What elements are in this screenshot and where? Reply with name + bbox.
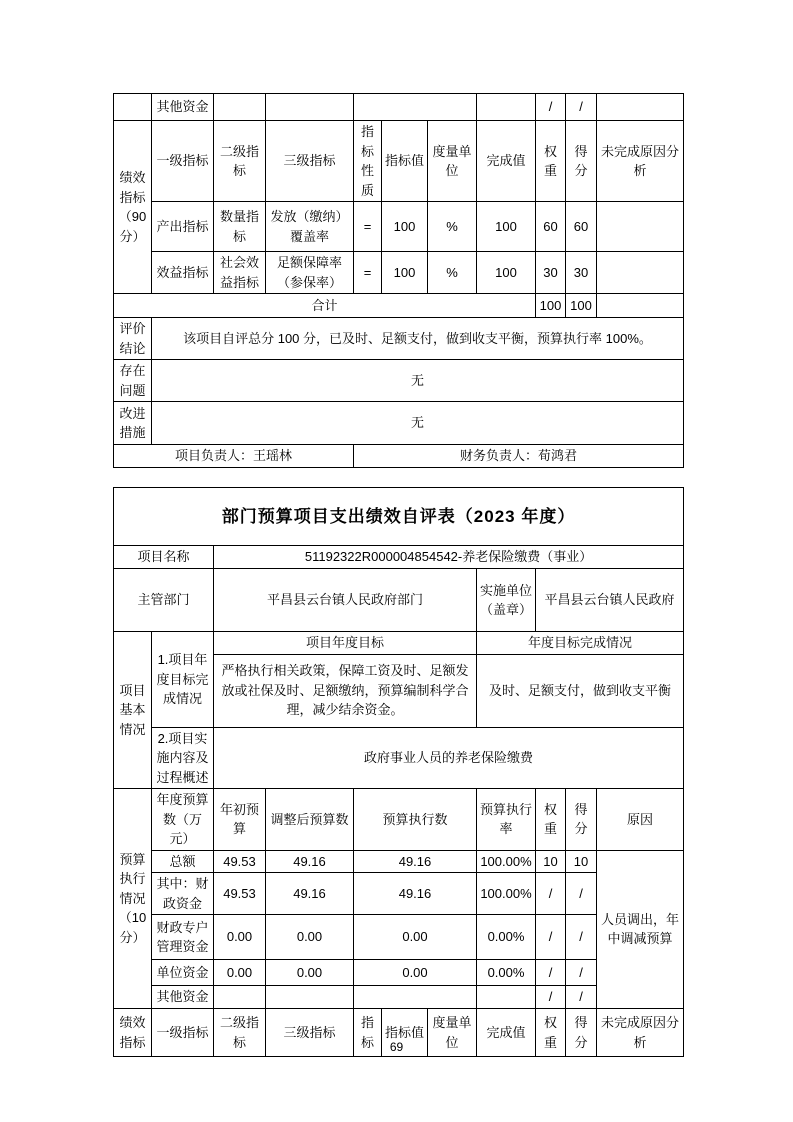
project-name-label: 项目名称 bbox=[114, 546, 214, 569]
col-header-value: 指标值 bbox=[382, 1009, 428, 1057]
budget-executed: 0.00 bbox=[354, 915, 477, 960]
indicator-weight: 60 bbox=[536, 202, 566, 252]
col-header-level1: 一级指标 bbox=[152, 1009, 214, 1057]
budget-section-label: 预算执行情况（10分） bbox=[114, 789, 152, 1009]
goal-done-text: 及时、足额支付，做到收支平衡 bbox=[477, 654, 684, 727]
budget-header-annual: 年度预算数（万元） bbox=[152, 789, 214, 851]
budget-initial bbox=[214, 986, 266, 1009]
table-row bbox=[114, 294, 684, 318]
other-funds-label: 其他资金 bbox=[152, 94, 214, 121]
indicator-weight: 30 bbox=[536, 252, 566, 294]
total-label: 合计 bbox=[114, 294, 536, 318]
indicator-level1: 产出指标 bbox=[152, 202, 214, 252]
col-header-nature: 指标 bbox=[354, 1009, 382, 1057]
col-header-done: 完成值 bbox=[477, 121, 536, 202]
col-header-unit: 度量单位 bbox=[428, 1009, 477, 1057]
table-row bbox=[114, 850, 684, 873]
budget-adjusted: 49.16 bbox=[266, 850, 354, 873]
budget-row-label: 其中：财政资金 bbox=[152, 873, 214, 915]
other-funds-weight: / bbox=[536, 94, 566, 121]
budget-header-initial: 年初预算 bbox=[214, 789, 266, 851]
perf-section-label: 绩效指标 bbox=[114, 1009, 152, 1057]
impl-unit-value: 平昌县云台镇人民政府 bbox=[536, 569, 684, 632]
col-header-level1: 一级指标 bbox=[152, 121, 214, 202]
indicator-value: 100 bbox=[382, 202, 428, 252]
other-funds-reason bbox=[597, 94, 684, 121]
self-eval-table-2023 bbox=[113, 487, 684, 1057]
budget-header-weight: 权重 bbox=[536, 789, 566, 851]
budget-adjusted: 0.00 bbox=[266, 960, 354, 986]
col-header-weight: 权重 bbox=[536, 121, 566, 202]
page-number: 69 bbox=[389, 1040, 404, 1054]
indicator-nature: = bbox=[354, 202, 382, 252]
conclusion-label: 评价结论 bbox=[114, 318, 152, 360]
budget-header-executed: 预算执行数 bbox=[354, 789, 477, 851]
perf-section-label: 绩效指标（90分） bbox=[114, 121, 152, 294]
table-title: 部门预算项目支出绩效自评表（2023 年度） bbox=[114, 488, 684, 546]
budget-initial: 0.00 bbox=[214, 960, 266, 986]
table-row bbox=[114, 402, 684, 445]
indicator-unit: % bbox=[428, 202, 477, 252]
budget-rate: 0.00% bbox=[477, 915, 536, 960]
other-funds-adjusted bbox=[266, 94, 354, 121]
budget-header-adjusted: 调整后预算数 bbox=[266, 789, 354, 851]
col-header-level2: 二级指标 bbox=[214, 1009, 266, 1057]
department-label: 主管部门 bbox=[114, 569, 214, 632]
total-score: 100 bbox=[566, 294, 597, 318]
table-row bbox=[114, 488, 684, 546]
indicator-level3: 足额保障率（参保率） bbox=[266, 252, 354, 294]
col-header-score: 得分 bbox=[566, 121, 597, 202]
indicator-done: 100 bbox=[477, 252, 536, 294]
department-value: 平昌县云台镇人民政府部门 bbox=[214, 569, 477, 632]
budget-header-rate: 预算执行率 bbox=[477, 789, 536, 851]
budget-section-stub-cell bbox=[114, 94, 152, 121]
budget-adjusted bbox=[266, 986, 354, 1009]
budget-weight: / bbox=[536, 915, 566, 960]
indicator-unit: % bbox=[428, 252, 477, 294]
budget-score: / bbox=[566, 986, 597, 1009]
col-header-weight: 权重 bbox=[536, 1009, 566, 1057]
budget-row-label: 财政专户管理资金 bbox=[152, 915, 214, 960]
budget-row-label: 单位资金 bbox=[152, 960, 214, 986]
finance-manager-signature: 财务负责人：荀鸿君 bbox=[354, 445, 684, 468]
budget-header-reason: 原因 bbox=[597, 789, 684, 851]
basic-section-label: 项目基本情况 bbox=[114, 632, 152, 789]
budget-weight: / bbox=[536, 986, 566, 1009]
col-header-score: 得分 bbox=[566, 1009, 597, 1057]
budget-executed: 0.00 bbox=[354, 960, 477, 986]
table-row bbox=[114, 318, 684, 360]
improvements-label: 改进措施 bbox=[114, 402, 152, 445]
budget-weight: 10 bbox=[536, 850, 566, 873]
indicator-reason bbox=[597, 202, 684, 252]
col-header-unit: 度量单位 bbox=[428, 121, 477, 202]
project-name-value: 51192322R000004854542-养老保险缴费（事业） bbox=[214, 546, 684, 569]
table-row bbox=[114, 569, 684, 632]
col-header-nature: 指标性质 bbox=[354, 121, 382, 202]
other-funds-initial bbox=[214, 94, 266, 121]
total-reason bbox=[597, 294, 684, 318]
budget-score: 10 bbox=[566, 850, 597, 873]
col-header-reason: 未完成原因分析 bbox=[597, 121, 684, 202]
table-row bbox=[114, 360, 684, 402]
budget-executed: 49.16 bbox=[354, 850, 477, 873]
budget-weight: / bbox=[536, 960, 566, 986]
budget-rate: 100.00% bbox=[477, 850, 536, 873]
budget-score: / bbox=[566, 960, 597, 986]
col-header-level3: 三级指标 bbox=[266, 121, 354, 202]
other-funds-executed bbox=[354, 94, 477, 121]
budget-header-score: 得分 bbox=[566, 789, 597, 851]
budget-rate: 100.00% bbox=[477, 873, 536, 915]
budget-adjusted: 0.00 bbox=[266, 915, 354, 960]
table-row bbox=[114, 789, 684, 851]
indicator-reason bbox=[597, 252, 684, 294]
budget-reason: 人员调出，年中调减预算 bbox=[597, 850, 684, 1009]
budget-executed: 49.16 bbox=[354, 873, 477, 915]
indicator-value: 100 bbox=[382, 252, 428, 294]
other-funds-rate bbox=[477, 94, 536, 121]
improvements-text: 无 bbox=[152, 402, 684, 445]
conclusion-text: 该项目自评总分 100 分，已及时、足额支付，做到收支平衡，预算执行率 100%。 bbox=[152, 318, 684, 360]
col-header-reason: 未完成原因分析 bbox=[597, 1009, 684, 1057]
table-row bbox=[114, 94, 684, 121]
col-header-level3: 三级指标 bbox=[266, 1009, 354, 1057]
project-manager-signature: 项目负责人：王瑶林 bbox=[114, 445, 354, 468]
budget-rate: 0.00% bbox=[477, 960, 536, 986]
table-row bbox=[114, 546, 684, 569]
other-funds-score: / bbox=[566, 94, 597, 121]
impl-unit-label: 实施单位（盖章） bbox=[477, 569, 536, 632]
table-row bbox=[114, 252, 684, 294]
budget-row-label: 总额 bbox=[152, 850, 214, 873]
budget-score: / bbox=[566, 873, 597, 915]
budget-row-label: 其他资金 bbox=[152, 986, 214, 1009]
goal-done-header: 年度目标完成情况 bbox=[477, 632, 684, 655]
budget-initial: 49.53 bbox=[214, 873, 266, 915]
total-weight: 100 bbox=[536, 294, 566, 318]
budget-executed bbox=[354, 986, 477, 1009]
indicator-level2: 数量指标 bbox=[214, 202, 266, 252]
impl-overview-label: 2.项目实施内容及过程概述 bbox=[152, 727, 214, 789]
indicator-score: 30 bbox=[566, 252, 597, 294]
col-header-level2: 二级指标 bbox=[214, 121, 266, 202]
indicator-level1: 效益指标 bbox=[152, 252, 214, 294]
annual-goal-header: 项目年度目标 bbox=[214, 632, 477, 655]
annual-goal-text: 严格执行相关政策，保障工资及时、足额发放或社保及时、足额缴纳，预算编制科学合理，减少结余资金。 bbox=[214, 654, 477, 727]
table-row bbox=[114, 202, 684, 252]
table-row bbox=[114, 632, 684, 655]
indicator-done: 100 bbox=[477, 202, 536, 252]
indicator-level3: 发放（缴纳）覆盖率 bbox=[266, 202, 354, 252]
col-header-done: 完成值 bbox=[477, 1009, 536, 1057]
table-row bbox=[114, 121, 684, 202]
budget-rate bbox=[477, 986, 536, 1009]
budget-initial: 49.53 bbox=[214, 850, 266, 873]
budget-initial: 0.00 bbox=[214, 915, 266, 960]
problems-text: 无 bbox=[152, 360, 684, 402]
table-row bbox=[114, 727, 684, 789]
col-header-value: 指标值 bbox=[382, 121, 428, 202]
indicator-level2: 社会效益指标 bbox=[214, 252, 266, 294]
budget-weight: / bbox=[536, 873, 566, 915]
problems-label: 存在问题 bbox=[114, 360, 152, 402]
budget-adjusted: 49.16 bbox=[266, 873, 354, 915]
budget-score: / bbox=[566, 915, 597, 960]
indicator-nature: = bbox=[354, 252, 382, 294]
indicator-score: 60 bbox=[566, 202, 597, 252]
table-row bbox=[114, 445, 684, 468]
self-eval-table-continued bbox=[113, 93, 684, 468]
annual-goal-label: 1.项目年度目标完成情况 bbox=[152, 632, 214, 728]
impl-overview-text: 政府事业人员的养老保险缴费 bbox=[214, 727, 684, 789]
